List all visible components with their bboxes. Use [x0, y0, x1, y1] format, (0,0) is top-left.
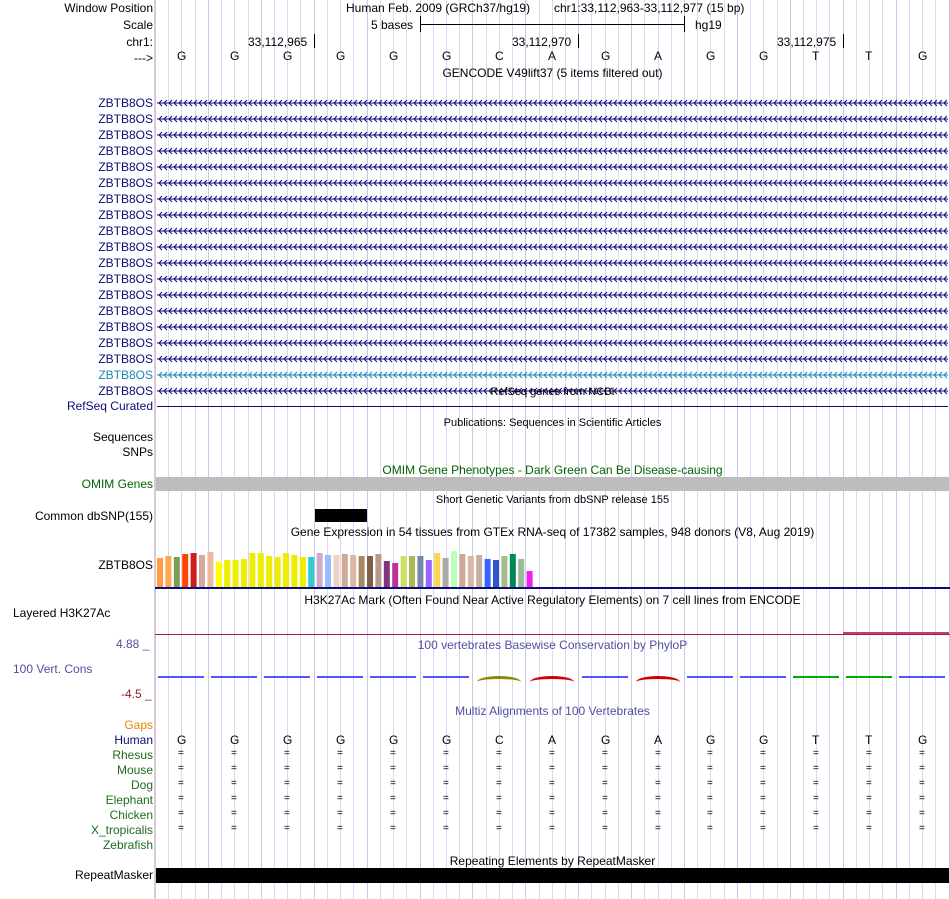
multiz-align-symbol: = — [655, 763, 661, 774]
multiz-species-label[interactable]: Mouse — [116, 763, 153, 777]
multiz-align-symbol: = — [602, 748, 608, 759]
gtex-tissue-bar[interactable] — [459, 554, 465, 587]
base-letter: G — [336, 49, 346, 63]
scale-bar — [420, 24, 684, 25]
multiz-align-symbol: = — [602, 763, 608, 774]
multiz-align-symbol: = — [919, 763, 925, 774]
gencode-transcript-line[interactable] — [157, 113, 948, 125]
gtex-tissue-bar[interactable] — [308, 557, 314, 587]
multiz-align-symbol: = — [919, 808, 925, 819]
db-label: hg19 — [695, 18, 722, 32]
multiz-align-symbol: = — [655, 823, 661, 834]
base-letter: G — [918, 49, 928, 63]
conservation-min-value: -4.5 _ — [121, 687, 152, 701]
gencode-transcript-line[interactable] — [157, 321, 948, 333]
gtex-tissue-bar[interactable] — [392, 563, 398, 587]
refseq-gene-line[interactable] — [157, 406, 948, 407]
multiz-human-base: A — [548, 733, 557, 747]
multiz-align-symbol: = — [549, 748, 555, 759]
gencode-gene-label[interactable]: ZBTB8OS — [98, 336, 153, 350]
gtex-tissue-bar[interactable] — [325, 555, 331, 587]
multiz-human-base: G — [442, 733, 452, 747]
gencode-gene-label[interactable]: ZBTB8OS — [98, 320, 153, 334]
position-readout[interactable]: chr1:33,112,963-33,112,977 (15 bp) — [554, 1, 745, 15]
multiz-align-symbol: = — [549, 793, 555, 804]
multiz-align-symbol: = — [337, 748, 343, 759]
multiz-align-symbol: = — [813, 748, 819, 759]
multiz-human-base: G — [389, 733, 399, 747]
gencode-transcript-line[interactable] — [157, 337, 948, 349]
base-letter: T — [812, 49, 820, 63]
multiz-align-symbol: = — [443, 823, 449, 834]
publications-track-title: Publications: Sequences in Scientific Articles — [443, 417, 662, 429]
window-position-label: Window Position — [64, 1, 153, 15]
multiz-align-symbol: = — [443, 808, 449, 819]
multiz-align-symbol: = — [813, 808, 819, 819]
gtex-tissue-bar[interactable] — [258, 553, 264, 587]
multiz-align-symbol: = — [813, 823, 819, 834]
gtex-baseline — [155, 587, 950, 589]
gtex-tissue-bar[interactable] — [518, 559, 524, 587]
conservation-base-glyph[interactable] — [423, 676, 469, 678]
publications-snps-label[interactable]: SNPs — [122, 445, 153, 459]
multiz-align-symbol: = — [655, 748, 661, 759]
multiz-align-symbol: = — [549, 823, 555, 834]
multiz-align-symbol: = — [390, 808, 396, 819]
gtex-tissue-bar[interactable] — [157, 558, 163, 587]
multiz-human-base: G — [177, 733, 187, 747]
conservation-base-glyph[interactable] — [477, 676, 521, 688]
gtex-tissue-bar[interactable] — [359, 556, 365, 587]
multiz-align-symbol: = — [655, 778, 661, 789]
conservation-base-glyph[interactable] — [530, 676, 574, 688]
coord-tick-label: 33,112,975 — [777, 35, 837, 49]
gtex-tissue-bar[interactable] — [510, 554, 516, 587]
conservation-max-value: 4.88 _ — [116, 637, 150, 651]
multiz-human-base: G — [230, 733, 240, 747]
base-letter: G — [177, 49, 187, 63]
left-panel-divider — [154, 0, 155, 899]
refseq-track-label[interactable]: RefSeq Curated — [66, 399, 153, 413]
multiz-align-symbol: = — [231, 823, 237, 834]
multiz-align-symbol: = — [602, 793, 608, 804]
multiz-align-symbol: = — [390, 763, 396, 774]
multiz-species-label[interactable]: Zebrafish — [102, 838, 153, 852]
gencode-transcript-line[interactable] — [157, 305, 948, 317]
multiz-align-symbol: = — [178, 778, 184, 789]
multiz-align-symbol: = — [602, 778, 608, 789]
multiz-align-symbol: = — [284, 823, 290, 834]
multiz-align-symbol: = — [284, 808, 290, 819]
gencode-gene-label[interactable]: ZBTB8OS — [98, 224, 153, 238]
gtex-tissue-bar[interactable] — [350, 555, 356, 587]
gencode-transcript-line[interactable] — [157, 161, 948, 173]
repeatmasker-track-label[interactable]: RepeatMasker — [74, 868, 153, 882]
h3k27ac-signal-line[interactable] — [155, 634, 950, 635]
gencode-gene-label[interactable]: ZBTB8OS — [98, 256, 153, 270]
refseq-track-title: RefSeq genes from NCBI — [490, 386, 615, 398]
gtex-tissue-bar[interactable] — [182, 554, 188, 587]
multiz-align-symbol: = — [602, 823, 608, 834]
gtex-tissue-bar[interactable] — [207, 552, 213, 587]
gencode-transcript-line[interactable] — [157, 369, 948, 381]
multiz-align-symbol: = — [443, 763, 449, 774]
multiz-align-symbol: = — [231, 808, 237, 819]
multiz-align-symbol: = — [178, 808, 184, 819]
multiz-align-symbol: = — [866, 793, 872, 804]
multiz-align-symbol: = — [760, 778, 766, 789]
omim-track-label[interactable]: OMIM Genes — [81, 477, 153, 491]
gtex-tissue-bar[interactable] — [174, 557, 180, 587]
gencode-gene-label[interactable]: ZBTB8OS — [98, 112, 153, 126]
multiz-align-symbol: = — [760, 793, 766, 804]
gencode-transcript-line[interactable] — [157, 241, 948, 253]
base-letter: G — [442, 49, 452, 63]
conservation-track-label[interactable]: 100 Vert. Cons — [13, 662, 93, 676]
gencode-gene-label[interactable]: ZBTB8OS — [98, 176, 153, 190]
gtex-tissue-bar[interactable] — [434, 553, 440, 587]
gencode-gene-label[interactable]: ZBTB8OS — [98, 192, 153, 206]
gtex-tissue-bar[interactable] — [317, 553, 323, 587]
gtex-tissue-bar[interactable] — [426, 560, 432, 587]
dbsnp-track-title: Short Genetic Variants from dbSNP release 155 — [435, 494, 670, 506]
gencode-gene-label[interactable]: ZBTB8OS — [98, 160, 153, 174]
coord-tick-label: 33,112,965 — [248, 35, 308, 49]
gencode-transcript-line[interactable] — [157, 129, 948, 141]
gtex-tissue-bar[interactable] — [375, 554, 381, 587]
multiz-align-symbol: = — [919, 748, 925, 759]
gencode-gene-label[interactable]: ZBTB8OS — [98, 288, 153, 302]
h3k27ac-signal-peak[interactable] — [843, 632, 949, 634]
multiz-align-symbol: = — [760, 748, 766, 759]
gencode-gene-label[interactable]: ZBTB8OS — [98, 240, 153, 254]
multiz-align-symbol: = — [707, 823, 713, 834]
multiz-align-symbol: = — [178, 793, 184, 804]
scale-bar-right-tick — [684, 16, 685, 32]
gtex-tissue-bar[interactable] — [342, 554, 348, 587]
multiz-align-symbol: = — [813, 763, 819, 774]
gtex-tissue-bar[interactable] — [527, 571, 533, 587]
coord-tick-mark — [578, 34, 579, 48]
gencode-transcript-line[interactable] — [157, 257, 948, 269]
gencode-gene-label[interactable]: ZBTB8OS — [98, 96, 153, 110]
gencode-transcript-line[interactable] — [157, 209, 948, 221]
gtex-tissue-bar[interactable] — [384, 561, 390, 587]
gtex-tissue-bar[interactable] — [485, 559, 491, 587]
multiz-align-symbol: = — [549, 778, 555, 789]
multiz-gaps-label[interactable]: Gaps — [124, 718, 153, 732]
multiz-align-symbol: = — [655, 793, 661, 804]
gtex-tissue-bar[interactable] — [476, 555, 482, 587]
conservation-base-glyph[interactable] — [846, 676, 892, 678]
multiz-align-symbol: = — [443, 778, 449, 789]
gtex-tissue-bar[interactable] — [468, 556, 474, 587]
gtex-tissue-bar[interactable] — [443, 558, 449, 587]
multiz-human-base: G — [759, 733, 769, 747]
gtex-tissue-bar[interactable] — [199, 555, 205, 587]
multiz-align-symbol: = — [231, 778, 237, 789]
multiz-align-symbol: = — [284, 778, 290, 789]
conservation-base-glyph[interactable] — [211, 676, 257, 678]
gtex-tissue-bar[interactable] — [233, 560, 239, 587]
conservation-track-title: 100 vertebrates Basewise Conservation by PhyloP — [417, 638, 688, 652]
multiz-align-symbol: = — [390, 793, 396, 804]
multiz-align-symbol: = — [231, 763, 237, 774]
gtex-tissue-bar[interactable] — [493, 560, 499, 587]
gtex-tissue-bar[interactable] — [367, 556, 373, 587]
dbsnp-track-label[interactable]: Common dbSNP(155) — [34, 509, 153, 523]
gencode-gene-label[interactable]: ZBTB8OS — [98, 144, 153, 158]
base-letter: T — [865, 49, 873, 63]
multiz-align-symbol: = — [866, 808, 872, 819]
multiz-align-symbol: = — [443, 793, 449, 804]
multiz-align-symbol: = — [337, 808, 343, 819]
multiz-align-symbol: = — [390, 778, 396, 789]
conservation-base-glyph[interactable] — [317, 676, 363, 678]
multiz-align-symbol: = — [919, 823, 925, 834]
gtex-tissue-bar[interactable] — [165, 556, 171, 587]
multiz-align-symbol: = — [496, 778, 502, 789]
gencode-transcript-line[interactable] — [157, 225, 948, 237]
gencode-track-title: GENCODE V49lift37 (5 items filtered out) — [442, 66, 663, 80]
multiz-human-base: G — [918, 733, 928, 747]
multiz-species-label[interactable]: Rhesus — [112, 748, 153, 762]
conservation-base-glyph[interactable] — [264, 676, 310, 678]
gencode-transcript-line[interactable] — [157, 289, 948, 301]
conservation-base-glyph[interactable] — [687, 676, 733, 678]
multiz-species-label[interactable]: Elephant — [105, 793, 153, 807]
multiz-align-symbol: = — [496, 823, 502, 834]
multiz-align-symbol: = — [760, 808, 766, 819]
multiz-align-symbol: = — [549, 808, 555, 819]
multiz-align-symbol: = — [337, 823, 343, 834]
multiz-align-symbol: = — [760, 763, 766, 774]
multiz-align-symbol: = — [496, 793, 502, 804]
multiz-human-base: G — [283, 733, 293, 747]
multiz-align-symbol: = — [549, 763, 555, 774]
multiz-align-symbol: = — [760, 823, 766, 834]
multiz-align-symbol: = — [707, 748, 713, 759]
gtex-track-title: Gene Expression in 54 tissues from GTEx RNA-seq of 17382 samples, 948 donors (V8, Aug 2019) — [290, 525, 815, 539]
multiz-align-symbol: = — [337, 778, 343, 789]
gtex-tissue-bar[interactable] — [333, 555, 339, 587]
conservation-base-glyph[interactable] — [899, 676, 945, 678]
gencode-transcript-line[interactable] — [157, 177, 948, 189]
multiz-track-title: Multiz Alignments of 100 Vertebrates — [455, 704, 650, 718]
scale-label: Scale — [122, 18, 153, 32]
gtex-tissue-bar[interactable] — [409, 556, 415, 587]
multiz-human-base: T — [812, 733, 820, 747]
multiz-align-symbol: = — [866, 763, 872, 774]
repeatmasker-element-bar[interactable] — [156, 868, 949, 883]
omim-gene-bar[interactable] — [156, 477, 949, 491]
multiz-species-label[interactable]: Chicken — [109, 808, 153, 822]
scale-bar-left-tick — [420, 16, 421, 32]
multiz-align-symbol: = — [655, 808, 661, 819]
chrom-label: chr1: — [126, 35, 153, 49]
multiz-human-base: G — [336, 733, 346, 747]
multiz-align-symbol: = — [919, 793, 925, 804]
base-letter: G — [283, 49, 293, 63]
multiz-species-label[interactable]: Dog — [130, 778, 153, 792]
multiz-align-symbol: = — [443, 748, 449, 759]
multiz-align-symbol: = — [919, 778, 925, 789]
multiz-align-symbol: = — [178, 823, 184, 834]
gtex-tissue-bar[interactable] — [249, 553, 255, 587]
multiz-species-label[interactable]: X_tropicalis — [90, 823, 153, 837]
h3k27ac-track-title: H3K27Ac Mark (Often Found Near Active Regulatory Elements) on 7 cell lines from ENCODE — [304, 593, 801, 607]
gtex-tissue-bar[interactable] — [401, 556, 407, 587]
multiz-align-symbol: = — [707, 793, 713, 804]
multiz-align-symbol: = — [284, 763, 290, 774]
conservation-base-glyph[interactable] — [158, 676, 204, 678]
multiz-align-symbol: = — [707, 808, 713, 819]
multiz-align-symbol: = — [866, 823, 872, 834]
gtex-tissue-bar[interactable] — [191, 553, 197, 587]
base-letter: A — [654, 49, 663, 63]
coord-tick-label: 33,112,970 — [512, 35, 572, 49]
multiz-align-symbol: = — [813, 793, 819, 804]
base-guideline — [155, 0, 156, 899]
multiz-species-label[interactable]: Human — [114, 733, 153, 747]
conservation-base-glyph[interactable] — [793, 676, 839, 678]
multiz-human-base: A — [654, 733, 663, 747]
gencode-transcript-line[interactable] — [157, 353, 948, 365]
multiz-align-symbol: = — [337, 793, 343, 804]
gencode-gene-label[interactable]: ZBTB8OS — [98, 384, 153, 398]
multiz-align-symbol: = — [707, 763, 713, 774]
gencode-transcript-line[interactable] — [157, 273, 948, 285]
conservation-base-glyph[interactable] — [582, 676, 628, 678]
publications-sequences-label[interactable]: Sequences — [92, 430, 153, 444]
multiz-align-symbol: = — [231, 748, 237, 759]
gtex-tissue-bar[interactable] — [501, 556, 507, 587]
multiz-align-symbol: = — [284, 748, 290, 759]
coord-tick-mark — [843, 34, 844, 48]
multiz-align-symbol: = — [602, 808, 608, 819]
multiz-align-symbol: = — [866, 748, 872, 759]
multiz-align-symbol: = — [813, 778, 819, 789]
gtex-tissue-bar[interactable] — [283, 553, 289, 587]
gencode-gene-label[interactable]: ZBTB8OS — [98, 208, 153, 222]
multiz-align-symbol: = — [178, 763, 184, 774]
multiz-align-symbol: = — [231, 793, 237, 804]
gencode-gene-label[interactable]: ZBTB8OS — [98, 368, 153, 382]
conservation-base-glyph[interactable] — [636, 676, 680, 688]
multiz-align-symbol: = — [707, 778, 713, 789]
multiz-align-symbol: = — [390, 823, 396, 834]
gtex-tissue-bar[interactable] — [224, 560, 230, 587]
multiz-align-symbol: = — [496, 748, 502, 759]
multiz-align-symbol: = — [496, 808, 502, 819]
gencode-gene-label[interactable]: ZBTB8OS — [98, 304, 153, 318]
gencode-transcript-line[interactable] — [157, 145, 948, 157]
gtex-tissue-bar[interactable] — [241, 559, 247, 587]
base-letter: G — [230, 49, 240, 63]
gtex-tissue-bar[interactable] — [266, 556, 272, 587]
multiz-align-symbol: = — [284, 793, 290, 804]
gencode-gene-label[interactable]: ZBTB8OS — [98, 128, 153, 142]
base-letter: C — [495, 49, 504, 63]
base-letter: G — [706, 49, 716, 63]
gtex-tissue-bar[interactable] — [300, 557, 306, 587]
conservation-base-glyph[interactable] — [740, 676, 786, 678]
gencode-gene-label[interactable]: ZBTB8OS — [98, 352, 153, 366]
gtex-tissue-bar[interactable] — [451, 551, 457, 587]
multiz-human-base: G — [601, 733, 611, 747]
dbsnp-variant-block[interactable] — [315, 509, 367, 522]
gencode-gene-label[interactable]: ZBTB8OS — [98, 272, 153, 286]
assembly-title: Human Feb. 2009 (GRCh37/hg19) — [346, 1, 531, 15]
multiz-align-symbol: = — [178, 748, 184, 759]
multiz-human-base: T — [865, 733, 873, 747]
base-letter: A — [548, 49, 557, 63]
multiz-align-symbol: = — [496, 763, 502, 774]
gtex-track-label[interactable]: ZBTB8OS — [98, 558, 153, 572]
multiz-align-symbol: = — [337, 763, 343, 774]
scale-text: 5 bases — [371, 18, 414, 32]
base-letter: G — [601, 49, 611, 63]
h3k27ac-track-label[interactable]: Layered H3K27Ac — [13, 606, 111, 620]
conservation-base-glyph[interactable] — [370, 676, 416, 678]
multiz-human-base: C — [495, 733, 504, 747]
repeatmasker-track-title: Repeating Elements by RepeatMasker — [449, 854, 656, 868]
gencode-transcript-line[interactable] — [157, 97, 948, 109]
multiz-align-symbol: = — [390, 748, 396, 759]
omim-track-title: OMIM Gene Phenotypes - Dark Green Can Be Disease-causing — [382, 463, 723, 477]
gtex-tissue-bar[interactable] — [291, 555, 297, 587]
gtex-tissue-bar[interactable] — [417, 556, 423, 587]
strand-label: ---> — [134, 51, 153, 65]
gtex-tissue-bar[interactable] — [216, 562, 222, 587]
multiz-align-symbol: = — [866, 778, 872, 789]
gtex-tissue-bar[interactable] — [275, 557, 281, 587]
coord-tick-mark — [314, 34, 315, 48]
base-letter: G — [389, 49, 399, 63]
multiz-human-base: G — [706, 733, 716, 747]
gtex-expression-chart[interactable] — [155, 540, 555, 588]
base-letter: G — [759, 49, 769, 63]
gencode-transcript-line[interactable] — [157, 193, 948, 205]
